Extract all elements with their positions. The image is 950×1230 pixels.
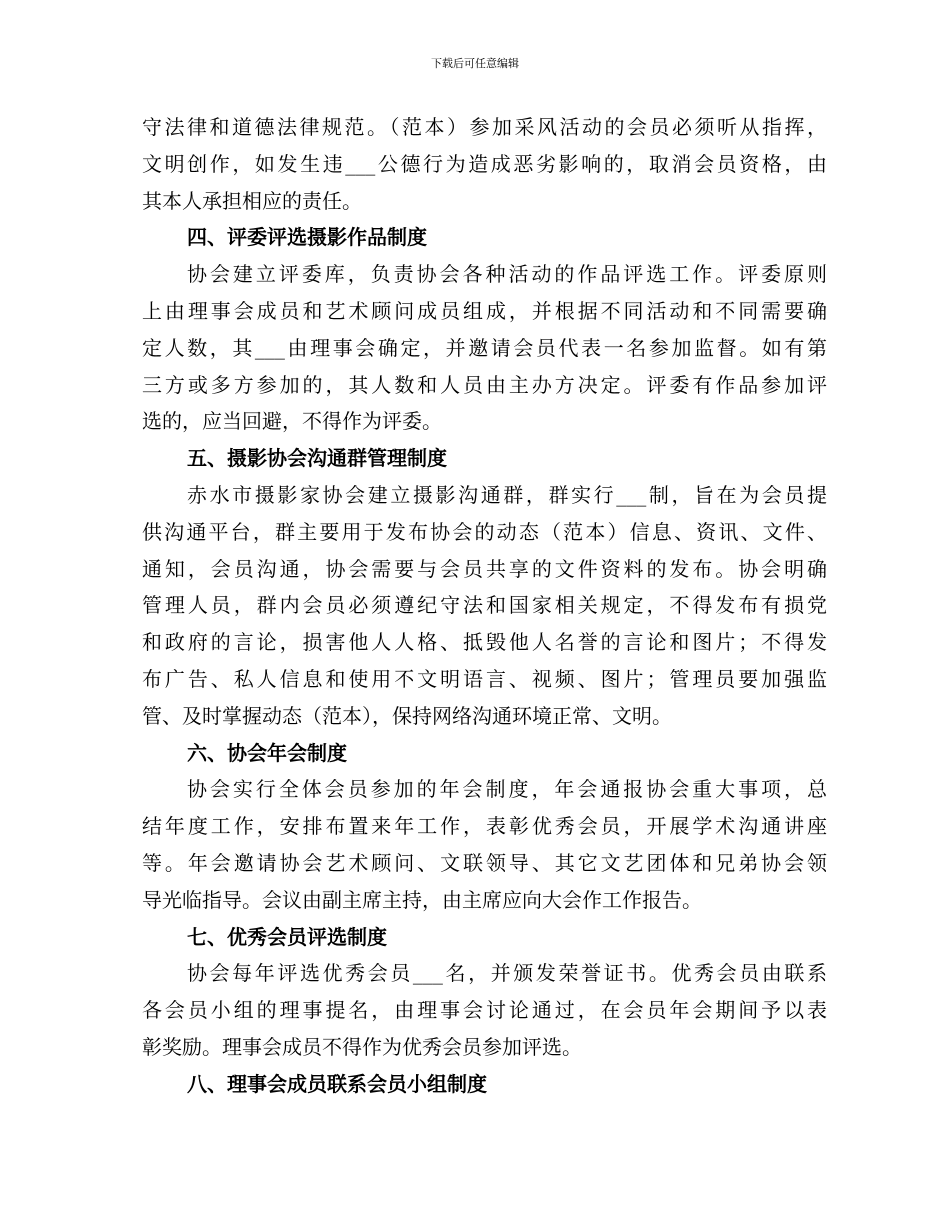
paragraph-line: 导光临指导。会议由副主席主持，由主席应向大会作工作报告。 — [142, 887, 702, 912]
section-heading: 七、优秀会员评选制度 — [187, 924, 387, 949]
section-heading: 四、评委评选摄影作品制度 — [187, 225, 427, 250]
page-header: 下载后可任意编辑 — [431, 57, 519, 70]
section-heading: 五、摄影协会沟通群管理制度 — [187, 446, 447, 471]
paragraph-line: 协会建立评委库，负责协会各种活动的作品评选工作。评委原则 — [187, 262, 827, 287]
paragraph-line: 各会员小组的理事提名，由理事会讨论通过，在会员年会期间予以表 — [142, 998, 827, 1023]
paragraph-line: 三方或多方参加的，其人数和人员由主办方决定。评委有作品参加评 — [142, 372, 827, 397]
paragraph-line: 赤水市摄影家协会建立摄影沟通群，群实行___制，旨在为会员提 — [187, 482, 827, 507]
paragraph-line: 文明创作，如发生违___公德行为造成恶劣影响的，取消会员资格，由 — [142, 151, 827, 176]
paragraph-line: 通知，会员沟通，协会需要与会员共享的文件资料的发布。协会明确 — [142, 556, 827, 581]
paragraph-line: 供沟通平台，群主要用于发布协会的动态（范本）信息、资讯、文件、 — [142, 519, 827, 544]
paragraph-line: 选的，应当回避，不得作为评委。 — [142, 409, 442, 434]
document-body — [142, 109, 827, 1103]
paragraph-line: 上由理事会成员和艺术顾问成员组成，并根据不同活动和不同需要确 — [142, 298, 827, 323]
paragraph-line: 和政府的言论，损害他人人格、抵毁他人名誉的言论和图片；不得发 — [142, 630, 827, 655]
paragraph-line: 其本人承担相应的责任。 — [142, 188, 362, 213]
section-heading: 六、协会年会制度 — [187, 740, 347, 765]
paragraph-line: 管理人员，群内会员必须遵纪守法和国家相关规定，不得发布有损党 — [142, 593, 827, 618]
paragraph-line: 等。年会邀请协会艺术顾问、文联领导、其它文艺团体和兄弟协会领 — [142, 850, 827, 875]
paragraph-line: 协会实行全体会员参加的年会制度，年会通报协会重大事项，总 — [187, 777, 827, 802]
paragraph-line: 管、及时掌握动态（范本），保持网络沟通环境正常、文明。 — [142, 703, 672, 728]
paragraph-line: 布广告、私人信息和使用不文明语言、视频、图片；管理员要加强监 — [142, 666, 827, 691]
paragraph-line: 彰奖励。理事会成员不得作为优秀会员参加评选。 — [142, 1034, 582, 1059]
paragraph-line: 定人数，其___由理事会确定，并邀请会员代表一名参加监督。如有第 — [142, 335, 827, 360]
paragraph-line: 守法律和道德法律规范。（范本）参加采风活动的会员必须听从指挥， — [142, 115, 827, 139]
paragraph-line: 协会每年评选优秀会员___名，并颁发荣誉证书。优秀会员由联系 — [187, 961, 827, 986]
paragraph-line: 结年度工作，安排布置来年工作，表彰优秀会员，开展学术沟通讲座 — [142, 814, 827, 839]
section-heading: 八、理事会成员联系会员小组制度 — [187, 1071, 487, 1096]
